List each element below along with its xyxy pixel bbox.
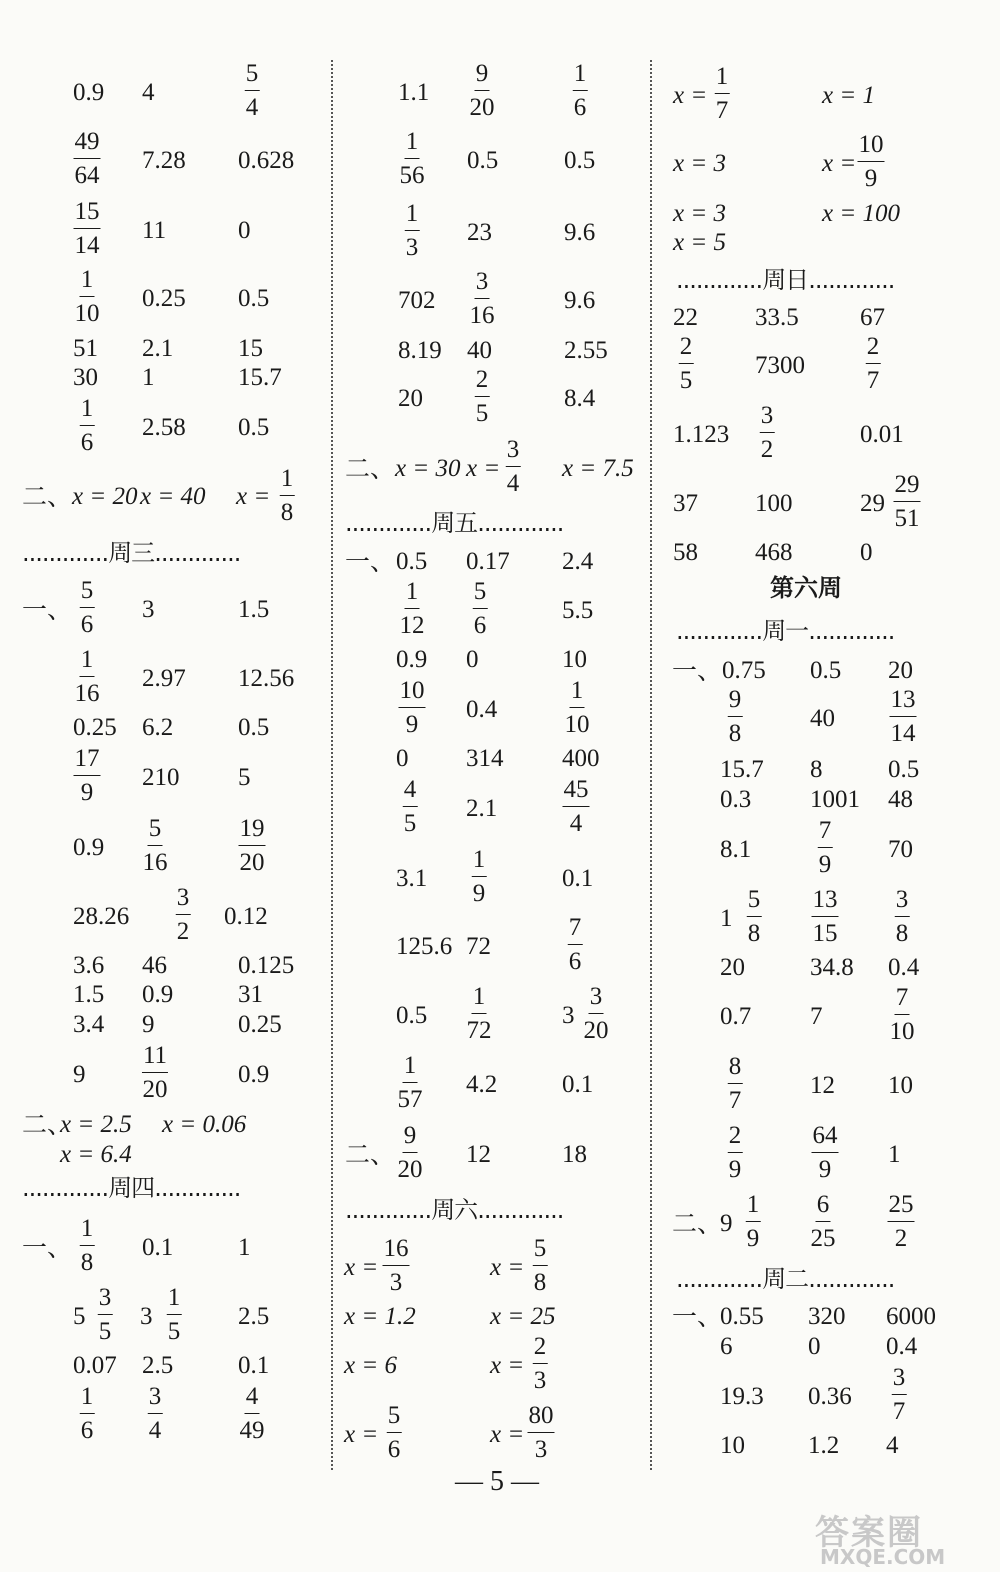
day-header: .............周六............. bbox=[345, 1196, 564, 1224]
answer: 8.4 bbox=[564, 385, 596, 412]
answer: 0 bbox=[466, 646, 479, 673]
answer: 20 bbox=[888, 657, 913, 684]
answer: x = 40 bbox=[140, 483, 206, 510]
day-header: .............周二............. bbox=[676, 1265, 895, 1293]
answer: x = bbox=[673, 82, 708, 109]
answer: 72 bbox=[466, 933, 491, 960]
answer: 0.9 bbox=[142, 981, 174, 1008]
fraction-answer: $\frac{2}{7}$ bbox=[866, 333, 880, 394]
answer: 0.4 bbox=[888, 954, 920, 981]
answer: x = 0.06 bbox=[162, 1111, 247, 1138]
answer: 6000 bbox=[886, 1303, 936, 1330]
section-label: 一、 bbox=[22, 595, 73, 624]
answer: 0 bbox=[860, 539, 873, 566]
answer: 2.5 bbox=[142, 1352, 174, 1379]
fraction-answer: $\frac{10}{9}$ bbox=[399, 677, 425, 738]
answer: 314 bbox=[466, 745, 504, 772]
answer: 0.5 bbox=[396, 1002, 428, 1029]
answer: 0.9 bbox=[396, 646, 428, 673]
fraction-answer: $\frac{80}{3}$ bbox=[528, 1402, 554, 1463]
fraction-answer: $\frac{5}{8}$ bbox=[533, 1235, 547, 1296]
answer: 7.28 bbox=[142, 147, 186, 174]
day-header: .............周五............. bbox=[345, 509, 564, 537]
answer: 0.1 bbox=[238, 1352, 270, 1379]
answer: 51 bbox=[73, 335, 98, 362]
answer: 0.25 bbox=[238, 1011, 282, 1038]
fraction-answer: $\frac{64}{9}$ bbox=[812, 1122, 838, 1183]
answer: 40 bbox=[467, 337, 492, 364]
watermark-logo: 答案圈 bbox=[815, 1513, 923, 1553]
day-header: .............周一............. bbox=[676, 617, 895, 645]
answer: 29 bbox=[860, 490, 885, 517]
fraction-answer: $\frac{1}{8}$ bbox=[80, 1215, 94, 1276]
answer: x = bbox=[236, 483, 271, 510]
fraction-answer: $\frac{1}{57}$ bbox=[397, 1052, 423, 1113]
answer: 4.2 bbox=[466, 1071, 498, 1098]
answer: 70 bbox=[888, 836, 913, 863]
answer: 0.125 bbox=[238, 952, 295, 979]
section-label: 二、 bbox=[22, 1110, 73, 1139]
fraction-answer: $\frac{2}{5}$ bbox=[475, 366, 489, 427]
answer: 9.6 bbox=[564, 219, 596, 246]
answer: 3 bbox=[562, 1002, 575, 1029]
answer: 23 bbox=[467, 219, 492, 246]
page-number: — 5 — bbox=[455, 1466, 539, 1497]
answer: 0.4 bbox=[466, 696, 498, 723]
answer: x = 20 bbox=[72, 483, 138, 510]
fraction-answer: $\frac{9}{20}$ bbox=[397, 1122, 423, 1183]
answer: 33.5 bbox=[755, 304, 799, 331]
fraction-answer: $\frac{1}{8}$ bbox=[280, 465, 294, 526]
answer: x = bbox=[344, 1254, 379, 1281]
fraction-answer: $\frac{3}{4}$ bbox=[506, 436, 520, 497]
answer: 320 bbox=[808, 1303, 846, 1330]
day-header: .............周四............. bbox=[22, 1174, 241, 1202]
answer: 3.1 bbox=[396, 865, 428, 892]
answer: 8.19 bbox=[398, 337, 442, 364]
answer: 11 bbox=[142, 217, 167, 244]
answer: 0.5 bbox=[564, 147, 596, 174]
answer: 400 bbox=[562, 745, 600, 772]
answer: 2.1 bbox=[466, 795, 498, 822]
answer: 19.3 bbox=[720, 1383, 764, 1410]
answer: 0.9 bbox=[73, 834, 105, 861]
fraction-answer: $\frac{4}{5}$ bbox=[403, 776, 417, 837]
answer: 0.17 bbox=[466, 548, 510, 575]
answer: 18 bbox=[562, 1141, 587, 1168]
section-label: 一、 bbox=[22, 1233, 73, 1262]
answer: 34.8 bbox=[810, 954, 854, 981]
fraction-answer: $\frac{1}{3}$ bbox=[405, 200, 419, 261]
fraction-answer: $\frac{9}{8}$ bbox=[728, 686, 742, 747]
answer: x = 30 bbox=[395, 455, 461, 482]
answer: 0.5 bbox=[238, 414, 270, 441]
fraction-answer: $\frac{3}{2}$ bbox=[760, 402, 774, 463]
answer: 12 bbox=[466, 1141, 491, 1168]
answer: x = 7.5 bbox=[562, 455, 634, 482]
answer: 1 bbox=[238, 1234, 251, 1261]
fraction-answer: $\frac{3}{2}$ bbox=[176, 884, 190, 945]
answer: 1.123 bbox=[673, 421, 730, 448]
answer: 20 bbox=[720, 954, 745, 981]
fraction-answer: $\frac{1}{9}$ bbox=[472, 846, 486, 907]
answer: x = bbox=[466, 455, 501, 482]
answer: 6.2 bbox=[142, 714, 174, 741]
answer: x = 2.5 bbox=[60, 1111, 132, 1138]
answer: 5.5 bbox=[562, 597, 594, 624]
answer: x = bbox=[490, 1254, 525, 1281]
answer: x = 1.2 bbox=[344, 1303, 416, 1330]
answer: 40 bbox=[810, 705, 835, 732]
fraction-answer: $\frac{13}{14}$ bbox=[890, 686, 916, 747]
answer: 15.7 bbox=[238, 364, 282, 391]
fraction-answer: $\frac{8}{7}$ bbox=[728, 1053, 742, 1114]
fraction-answer: $\frac{7}{6}$ bbox=[568, 914, 582, 975]
section-label: 二、 bbox=[22, 482, 73, 511]
fraction-answer: $\frac{13}{15}$ bbox=[812, 886, 838, 947]
answer: 30 bbox=[73, 364, 98, 391]
answer: 0.07 bbox=[73, 1352, 117, 1379]
answer: 7 bbox=[810, 1003, 823, 1030]
answer: 10 bbox=[562, 646, 587, 673]
fraction-answer: $\frac{1}{5}$ bbox=[167, 1284, 181, 1345]
fraction-answer: $\frac{2}{5}$ bbox=[679, 333, 693, 394]
fraction-answer: $\frac{29}{51}$ bbox=[894, 471, 920, 532]
answer: x = 6 bbox=[344, 1352, 397, 1379]
answer: 0 bbox=[808, 1333, 821, 1360]
answer: 15 bbox=[238, 335, 263, 362]
answer: 2.4 bbox=[562, 548, 594, 575]
answer: 0.1 bbox=[142, 1234, 174, 1261]
answer: 0.36 bbox=[808, 1383, 852, 1410]
answer: 9 bbox=[720, 1210, 733, 1237]
answer: 100 bbox=[755, 490, 793, 517]
answer: 9 bbox=[73, 1061, 86, 1088]
day-header: .............周日............. bbox=[676, 266, 895, 294]
week-title: 第六周 bbox=[770, 574, 842, 602]
answer: 210 bbox=[142, 764, 180, 791]
answer: 1.2 bbox=[808, 1432, 840, 1459]
answer: 0 bbox=[396, 745, 409, 772]
answer: 0.1 bbox=[562, 1071, 594, 1098]
answer: 1.1 bbox=[398, 79, 430, 106]
answer: 0.5 bbox=[396, 548, 428, 575]
fraction-answer: $\frac{5}{4}$ bbox=[245, 60, 259, 121]
fraction-answer: $\frac{6}{25}$ bbox=[810, 1191, 836, 1252]
answer: x = 1 bbox=[822, 82, 875, 109]
answer: 10 bbox=[888, 1072, 913, 1099]
answer: 7300 bbox=[755, 352, 805, 379]
answer: 31 bbox=[238, 981, 263, 1008]
fraction-answer: $\frac{17}{9}$ bbox=[74, 745, 100, 806]
fraction-answer: $\frac{1}{6}$ bbox=[573, 60, 587, 121]
answer: 9.6 bbox=[564, 287, 596, 314]
answer: 0.12 bbox=[224, 903, 268, 930]
answer: 22 bbox=[673, 304, 698, 331]
section-label: 二、 bbox=[672, 1209, 723, 1238]
fraction-answer: $\frac{4}{49}$ bbox=[239, 1383, 265, 1444]
answer: 1.5 bbox=[73, 981, 105, 1008]
fraction-answer: $\frac{1}{10}$ bbox=[564, 677, 590, 738]
answer: 0.55 bbox=[720, 1303, 764, 1330]
answer: 0.628 bbox=[238, 147, 295, 174]
fraction-answer: $\frac{1}{7}$ bbox=[715, 63, 729, 124]
answer: 1001 bbox=[810, 786, 860, 813]
day-header: .............周三............. bbox=[22, 539, 241, 567]
answer: 468 bbox=[755, 539, 793, 566]
answer: 0.5 bbox=[888, 756, 920, 783]
answer: 6 bbox=[720, 1333, 733, 1360]
answer: 48 bbox=[888, 786, 913, 813]
answer: 0.75 bbox=[722, 657, 766, 684]
answer: x = bbox=[344, 1421, 379, 1448]
fraction-answer: $\frac{1}{72}$ bbox=[466, 983, 492, 1044]
answer: x = 25 bbox=[490, 1303, 556, 1330]
answer: 1 bbox=[888, 1141, 901, 1168]
answer: 0.5 bbox=[238, 285, 270, 312]
fraction-answer: $\frac{3}{5}$ bbox=[98, 1284, 112, 1345]
answer: 10 bbox=[720, 1432, 745, 1459]
fraction-answer: $\frac{5}{6}$ bbox=[387, 1402, 401, 1463]
fraction-answer: $\frac{1}{6}$ bbox=[80, 395, 94, 456]
answer: 46 bbox=[142, 952, 167, 979]
answer: 702 bbox=[398, 287, 436, 314]
answer: x = 3 bbox=[673, 150, 726, 177]
fraction-answer: $\frac{1}{16}$ bbox=[74, 646, 100, 707]
fraction-answer: $\frac{1}{12}$ bbox=[399, 578, 425, 639]
fraction-answer: $\frac{45}{4}$ bbox=[563, 776, 589, 837]
answer: 8 bbox=[810, 756, 823, 783]
answer: 5 bbox=[238, 764, 251, 791]
fraction-answer: $\frac{19}{20}$ bbox=[239, 815, 265, 876]
section-label: 二、 bbox=[345, 1140, 396, 1169]
answer: x = bbox=[822, 150, 857, 177]
answer: 4 bbox=[142, 79, 155, 106]
column-divider-right bbox=[650, 60, 652, 1470]
section-label: 一、 bbox=[672, 1302, 723, 1331]
answer: 0.4 bbox=[886, 1333, 918, 1360]
fraction-answer: $\frac{3}{8}$ bbox=[895, 886, 909, 947]
fraction-answer: $\frac{3}{7}$ bbox=[892, 1364, 906, 1425]
answer: 2.55 bbox=[564, 337, 608, 364]
answer: 0.9 bbox=[238, 1061, 270, 1088]
answer: 2.1 bbox=[142, 335, 174, 362]
section-label: 一、 bbox=[672, 656, 723, 685]
section-label: 二、 bbox=[345, 454, 396, 483]
answer: 67 bbox=[860, 304, 885, 331]
answer: 3.4 bbox=[73, 1011, 105, 1038]
fraction-answer: $\frac{5}{6}$ bbox=[473, 578, 487, 639]
answer: x = bbox=[490, 1421, 525, 1448]
fraction-answer: $\frac{1}{56}$ bbox=[399, 128, 425, 189]
fraction-answer: $\frac{5}{6}$ bbox=[80, 577, 94, 638]
answer: 0.5 bbox=[467, 147, 499, 174]
answer: x = bbox=[490, 1352, 525, 1379]
fraction-answer: $\frac{3}{20}$ bbox=[583, 983, 609, 1044]
answer: 0.3 bbox=[720, 786, 752, 813]
fraction-answer: $\frac{1}{6}$ bbox=[80, 1383, 94, 1444]
answer: 12.56 bbox=[238, 665, 295, 692]
answer: 5 bbox=[73, 1303, 86, 1330]
watermark-site: MXQE.COM bbox=[820, 1545, 946, 1569]
answer: x = 100 bbox=[822, 200, 900, 227]
answer: 1.5 bbox=[238, 596, 270, 623]
answer: 125.6 bbox=[396, 933, 453, 960]
fraction-answer: $\frac{7}{10}$ bbox=[889, 984, 915, 1045]
fraction-answer: $\frac{16}{3}$ bbox=[383, 1235, 409, 1296]
fraction-answer: $\frac{2}{3}$ bbox=[533, 1333, 547, 1394]
fraction-answer: $\frac{5}{16}$ bbox=[142, 815, 168, 876]
answer: 3 bbox=[140, 1303, 153, 1330]
fraction-answer: $\frac{2}{9}$ bbox=[728, 1122, 742, 1183]
answer: 58 bbox=[673, 539, 698, 566]
answer: 12 bbox=[810, 1072, 835, 1099]
fraction-answer: $\frac{3}{16}$ bbox=[469, 268, 495, 329]
fraction-answer: $\frac{9}{20}$ bbox=[469, 60, 495, 121]
answer: 0 bbox=[238, 217, 251, 244]
answer: 0.1 bbox=[562, 865, 594, 892]
answer: 0.9 bbox=[73, 79, 105, 106]
answer: 0.7 bbox=[720, 1003, 752, 1030]
fraction-answer: $\frac{10}{9}$ bbox=[858, 131, 884, 192]
fraction-answer: $\frac{3}{4}$ bbox=[148, 1383, 162, 1444]
fraction-answer: $\frac{11}{20}$ bbox=[142, 1042, 168, 1103]
answer: 0.5 bbox=[810, 657, 842, 684]
answer: 0.25 bbox=[73, 714, 117, 741]
fraction-answer: $\frac{25}{2}$ bbox=[888, 1191, 914, 1252]
fraction-answer: $\frac{1}{9}$ bbox=[746, 1191, 760, 1252]
answer: 0.01 bbox=[860, 421, 904, 448]
section-label: 一、 bbox=[345, 547, 396, 576]
answer: 15.7 bbox=[720, 756, 764, 783]
answer: 20 bbox=[398, 385, 423, 412]
column-divider-left bbox=[331, 60, 333, 1470]
answer: 2.58 bbox=[142, 414, 186, 441]
answer: 1 bbox=[142, 364, 155, 391]
answer: 0.5 bbox=[238, 714, 270, 741]
answer: 37 bbox=[673, 490, 698, 517]
answer: x = 3 bbox=[673, 200, 726, 227]
fraction-answer: $\frac{5}{8}$ bbox=[747, 886, 761, 947]
answer: 4 bbox=[886, 1432, 899, 1459]
answer: 28.26 bbox=[73, 903, 130, 930]
fraction-answer: $\frac{15}{14}$ bbox=[74, 198, 100, 259]
answer: 0.25 bbox=[142, 285, 186, 312]
answer: 9 bbox=[142, 1011, 155, 1038]
answer: 1 bbox=[720, 905, 733, 932]
fraction-answer: $\frac{7}{9}$ bbox=[818, 817, 832, 878]
answer: 3.6 bbox=[73, 952, 105, 979]
fraction-answer: $\frac{49}{64}$ bbox=[74, 128, 100, 189]
answer: 2.97 bbox=[142, 665, 186, 692]
answer: x = 6.4 bbox=[60, 1141, 132, 1168]
answer: 8.1 bbox=[720, 836, 752, 863]
answer: 2.5 bbox=[238, 1303, 270, 1330]
answer: 3 bbox=[142, 596, 155, 623]
fraction-answer: $\frac{1}{10}$ bbox=[74, 266, 100, 327]
answer: x = 5 bbox=[673, 229, 726, 256]
